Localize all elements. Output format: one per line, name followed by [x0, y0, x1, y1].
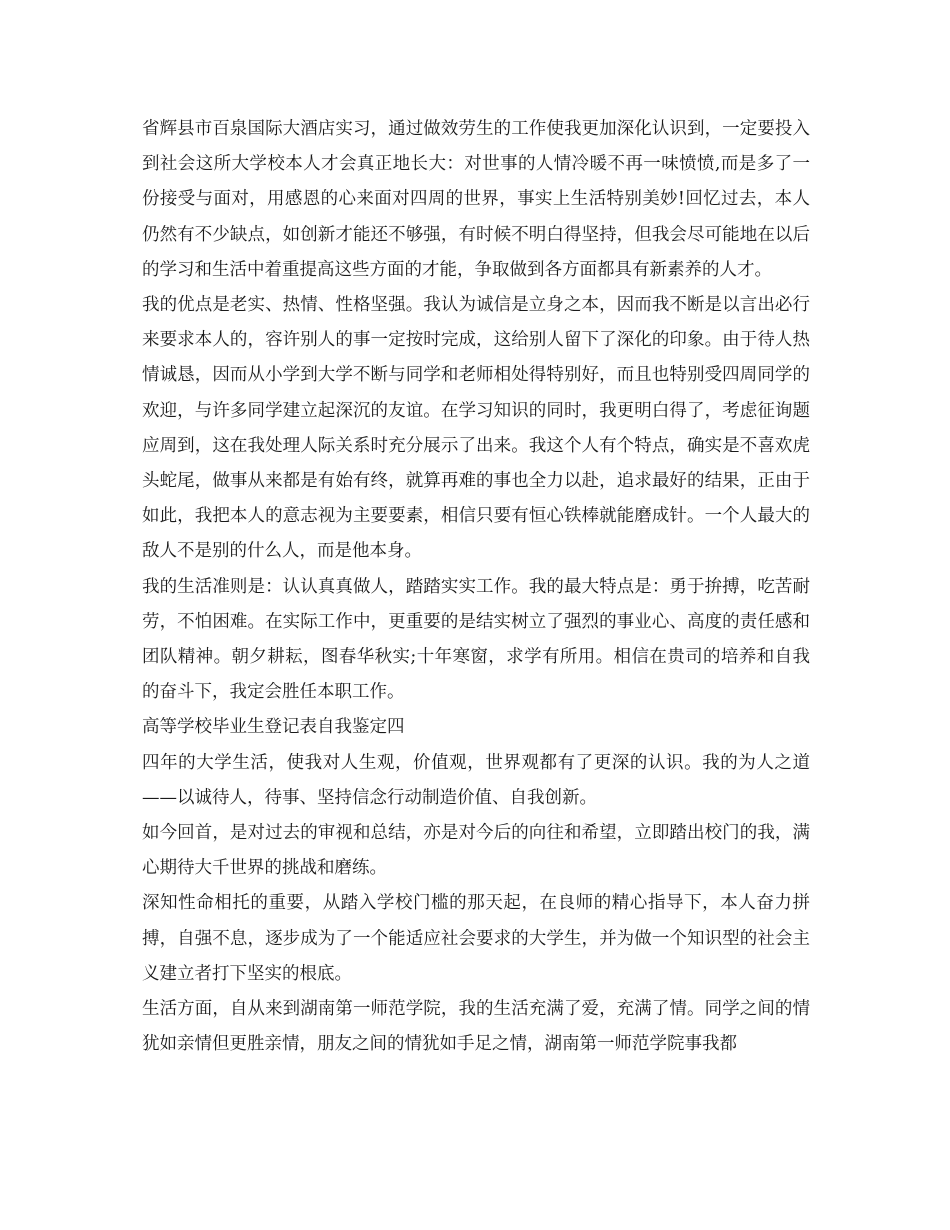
paragraph-mentorship: 深知性命相托的重要，从踏入学校门槛的那天起，在良师的精心指导下，本人奋力拼搏，自强不息，逐步成为了一个能适应社会要求的大学生，并为做一个知识型的社会主义建立者打下坚实的根底。: [142, 893, 810, 984]
paragraph-college-life: 生活方面，自从来到湖南第一师范学院，我的生活充满了爱，充满了情。同学之间的情犹如亲情但更胜亲情，朋友之间的情犹如手足之情，湖南第一师范学院事我都: [142, 999, 810, 1055]
paragraph-life-principles: 我的生活准则是：认认真真做人，踏踏实实工作。我的最大特点是：勇于拚搏，吃苦耐劳，不怕困难。在实际工作中，更重要的是结实树立了强烈的事业心、高度的责任感和团队精神。朝夕耕耘，图春华秋实;十年寒窗，求学有所用。相信在贵司的培养和自我的奋斗下，我定会胜任本职工作。: [142, 576, 810, 703]
document-body: [142, 112, 810, 1062]
paragraph-strengths: 我的优点是老实、热情、性格坚强。我认为诚信是立身之本，因而我不断是以言出必行来要求本人的，容许别人的事一定按时完成，这给别人留下了深化的印象。由于待人热情诚恳，因而从小学到大学不断与同学和老师相处得特别好，而且也特别受四周同学的欢迎，与许多同学建立起深沉的友谊。在学习知识的同时，我更明白得了，考虑征询题应周到，这在我处理人际关系时充分展示了出来。我这个人有个特点，确实是不喜欢虎头蛇尾，做事从来都是有始有终，就算再难的事也全力以赴，追求最好的结果，正由于如此，我把本人的意志视为主要要素，相信只要有恒心铁棒就能磨成针。一个人最大的敌人不是别的什么人，而是他本身。: [142, 295, 810, 562]
section-heading: 高等学校毕业生登记表自我鉴定四: [142, 717, 405, 738]
paragraph-four-years: 四年的大学生活，使我对人生观，价值观，世界观都有了更深的认识。我的为人之道——以诚待人，待事、坚持信念行动制造价值、自我创新。: [142, 752, 810, 808]
paragraph-internship: 省辉县市百泉国际大酒店实习，通过做效劳生的工作使我更加深化认识到，一定要投入到社会这所大学校本人才会真正地长大：对世事的人情冷暖不再一味愤愤,而是多了一份接受与面对，用感恩的心来面对四周的世界，事实上生活特别美妙!回忆过去，本人仍然有不少缺点，如创新才能还不够强，有时候不明白得坚持，但我会尽可能地在以后的学习和生活中着重提高这些方面的才能，争取做到各方面都具有新素养的人才。: [142, 119, 810, 280]
paragraph-looking-back: 如今回首，是对过去的审视和总结，亦是对今后的向往和希望，立即踏出校门的我，满心期待大千世界的挑战和磨练。: [142, 823, 810, 879]
